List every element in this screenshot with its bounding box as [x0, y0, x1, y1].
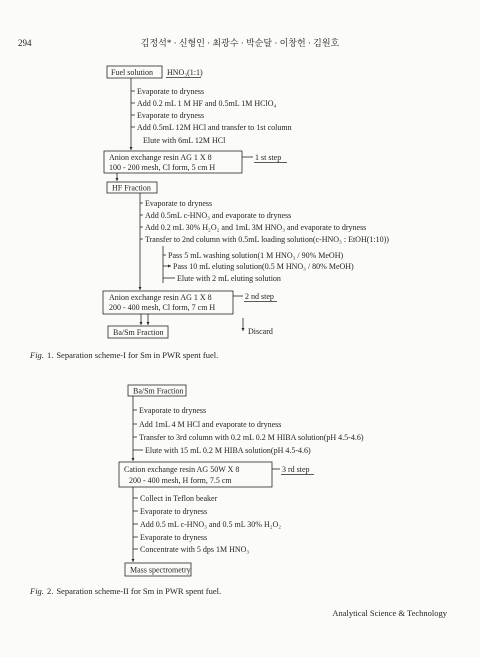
step-3-label: 3 rd step	[282, 465, 310, 474]
caption-label: Fig.	[30, 350, 44, 360]
figure-1-scheme	[103, 66, 389, 338]
caption-number: 1.	[46, 350, 54, 360]
step-text: Add 0.2 mL 30% H₂O₂ and 1mL 3M HNO₃ and evaporate to dryness	[145, 223, 367, 232]
step-text: Concentrate with 5 dps 1M HNO₃	[140, 545, 250, 554]
figure-1-caption	[29, 350, 218, 360]
fuel-acid-note: HNO₃(1:1)	[167, 68, 203, 77]
column-3-resin: Cation exchange resin AG 50W X 8	[124, 465, 240, 474]
running-authors: 김정석* · 신형인 · 최광수 · 박순달 · 이창헌 · 김원호	[140, 38, 340, 48]
figure-2-scheme	[119, 385, 364, 576]
step-text: Evaporate to dryness	[145, 199, 213, 208]
hf-fraction-label: HF Fraction	[112, 183, 151, 193]
column-1-resin: Anion exchange resin AG 1 X 8	[109, 153, 212, 162]
wash-text: Elute with 2 mL eluting solution	[177, 274, 281, 283]
column-2-resin: Anion exchange resin AG 1 X 8	[109, 293, 212, 302]
step-text: Evaporate to dryness	[140, 507, 208, 516]
wash-text: Pass 10 mL eluting solution(0.5 M HNO₃ / 80% MeOH)	[173, 262, 354, 271]
step-text: Add 0.5mL 12M HCl and transfer to 1st column	[137, 123, 292, 132]
wash-text: Pass 5 mL washing solution(1 M HNO₃ / 90% MeOH)	[168, 251, 344, 260]
column-2-spec: 200 - 400 mesh, Cl form, 7 cm H	[109, 303, 216, 312]
ba-sm-fraction-label: Ba/Sm Fraction	[113, 328, 164, 337]
step-text: Evaporate to dryness	[137, 87, 205, 96]
discard-label: Discard	[248, 327, 273, 336]
step-text: Collect in Teflon beaker	[140, 494, 218, 503]
elution-text: Elute with 6mL 12M HCl	[143, 136, 226, 145]
step-text: Evaporate to dryness	[140, 533, 208, 542]
caption-text: Separation scheme-I for Sm in PWR spent fuel.	[56, 350, 219, 360]
mass-spectrometry-label: Mass spectrometry	[130, 565, 191, 575]
step-text: Add 0.2 mL 1 M HF and 0.5mL 1M HClO₄	[137, 99, 277, 108]
page-number: 294	[18, 38, 32, 48]
caption-text: Separation scheme-II for Sm in PWR spent fuel.	[56, 586, 222, 596]
step-2-label: 2 nd step	[245, 292, 274, 301]
journal-footer: Analytical Science & Technology	[332, 608, 447, 618]
step-text: Transfer to 2nd column with 0.5mL loading solution(c-HNO₃ : EtOH(1:10))	[145, 235, 389, 244]
elution-text: Elute with 15 mL 0.2 M HIBA solution(pH 4.5-4.6)	[145, 446, 311, 455]
step-text: Evaporate to dryness	[137, 111, 205, 120]
fuel-solution-label: Fuel solution	[111, 68, 154, 77]
caption-number: 2.	[46, 586, 54, 596]
step-1-label: 1 st step	[255, 153, 282, 162]
step-text: Transfer to 3rd column with 0.2 mL 0.2 M HIBA solution(pH 4.5-4.6)	[139, 433, 364, 442]
column-1-spec: 100 - 200 mesh, Cl form, 5 cm H	[109, 163, 216, 172]
caption-label: Fig.	[30, 586, 44, 596]
step-text: Evaporate to dryness	[139, 406, 207, 415]
column-3-spec: 200 - 400 mesh, H form, 7.5 cm	[129, 476, 232, 485]
step-text: Add 0.5mL c-HNO₃ and evaporate to dryness	[145, 211, 292, 220]
ba-sm-start-label: Ba/Sm Fraction	[133, 386, 184, 396]
step-text: Add 1mL 4 M HCl and evaporate to dryness	[139, 420, 282, 429]
figure-2-caption	[29, 586, 221, 596]
step-text: Add 0.5 mL c-HNO₃ and 0.5 mL 30% H₂O₂	[140, 520, 282, 529]
page-header	[18, 37, 340, 48]
